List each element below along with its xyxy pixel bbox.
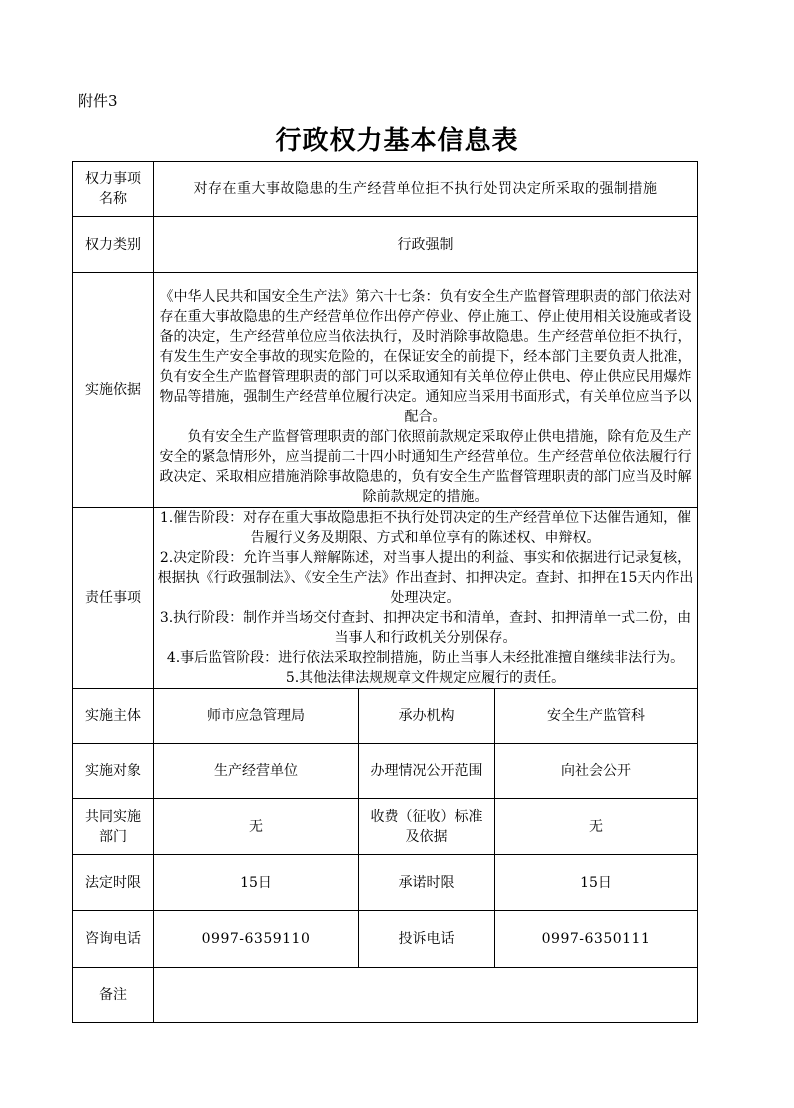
label-power-name <box>73 162 154 217</box>
value-complaint-phone: 0997-6350111 <box>495 911 698 968</box>
label-target: 实施对象 <box>73 744 154 799</box>
basis-paragraph-1: 《中华人民共和国安全生产法》第六十七条：负有安全生产监督管理职责的部门依法对存在重大事故隐患的生产经营单位作出停产停业、停止施工、停止使用相关设施或者设备的决定，生产经营单位应当依法执行，及时消除事故隐患。生产经营单位拒不执行，有发生生产安全事故的现实危险的，在保证安全的前提下，经本部门主要负责人批准，负有安全生产监督管理职责的部门可以采取通知有关单位停止供电、停止供应民用爆炸物品等措施，强制生产经营单位履行决定。通知应当采用书面形式，有关单位应当予以配合。 <box>159 289 692 425</box>
label-fee-line2: 及依据 <box>405 828 448 845</box>
label-duties: 责任事项 <box>73 508 154 689</box>
value-fee: 无 <box>495 799 698 855</box>
label-power-name-line1: 权力事项 <box>85 171 141 187</box>
value-promised-time: 15日 <box>495 855 698 911</box>
value-target: 生产经营单位 <box>154 744 359 799</box>
row-power-category <box>73 217 698 273</box>
row-basis <box>73 273 698 508</box>
duty-item-4: 4.事后监管阶段：进行依法采取控制措施，防止当事人未经批准擅自继续非法行为。 <box>166 650 685 666</box>
row-time-limit <box>73 855 698 911</box>
row-contact <box>73 911 698 968</box>
label-inquiry-phone: 咨询电话 <box>73 911 154 968</box>
value-subject: 师市应急管理局 <box>154 689 359 744</box>
value-legal-time: 15日 <box>154 855 359 911</box>
value-basis <box>154 273 698 508</box>
label-joint-line1: 共同实施 <box>85 808 141 825</box>
value-disclosure: 向社会公开 <box>495 744 698 799</box>
value-duties <box>154 508 698 689</box>
duty-item-1: 1.催告阶段：对存在重大事故隐患拒不执行处罚决定的生产经营单位下达催告通知，催告履行义务及期限、方式和单位享有的陈述权、申辩权。 <box>159 510 692 546</box>
label-remarks: 备注 <box>73 968 154 1023</box>
label-subject: 实施主体 <box>73 689 154 744</box>
row-remarks <box>73 968 698 1023</box>
label-disclosure: 办理情况公开范围 <box>359 744 495 799</box>
info-table <box>72 161 698 1023</box>
row-joint <box>73 799 698 855</box>
label-joint-line2: 部门 <box>99 828 127 845</box>
label-promised-time: 承诺时限 <box>359 855 495 911</box>
label-legal-time: 法定时限 <box>73 855 154 911</box>
label-agency: 承办机构 <box>359 689 495 744</box>
label-complaint-phone: 投诉电话 <box>359 911 495 968</box>
label-fee <box>359 799 495 855</box>
value-power-name: 对存在重大事故隐患的生产经营单位拒不执行处罚决定所采取的强制措施 <box>154 162 698 217</box>
value-joint: 无 <box>154 799 359 855</box>
value-remarks <box>154 968 698 1023</box>
row-subject <box>73 689 698 744</box>
value-agency: 安全生产监管科 <box>495 689 698 744</box>
row-power-name <box>73 162 698 217</box>
label-fee-line1: 收费（征收）标准 <box>370 808 483 825</box>
row-target <box>73 744 698 799</box>
row-duties <box>73 508 698 689</box>
attachment-label: 附件3 <box>78 92 118 110</box>
value-power-category: 行政强制 <box>154 217 698 273</box>
duty-item-2: 2.决定阶段：允许当事人辩解陈述，对当事人提出的利益、事实和依据进行记录复核，根据执《行政强制法》、《安全生产法》作出查封、扣押决定。查封、扣押在15天内作出处理决定。 <box>157 550 694 606</box>
value-inquiry-phone: 0997-6359110 <box>154 911 359 968</box>
page-title: 行政权力基本信息表 <box>275 126 519 156</box>
label-power-name-line2: 名称 <box>99 191 127 207</box>
label-joint <box>73 799 154 855</box>
duty-item-5: 5.其他法律法规规章文件规定应履行的责任。 <box>285 670 566 686</box>
duty-item-3: 3.执行阶段：制作并当场交付查封、扣押决定书和清单，查封、扣押清单一式二份，由当事人和行政机关分别保存。 <box>159 610 692 646</box>
basis-paragraph-2: 负有安全生产监督管理职责的部门依照前款规定采取停止供电措施，除有危及生产安全的紧急情形外，应当提前二十四小时通知生产经营单位。生产经营单位依法履行行政决定、采取相应措施消除事故隐患的，负有安全生产监督管理职责的部门应当及时解除前款规定的措施。 <box>159 429 692 505</box>
label-power-category: 权力类别 <box>73 217 154 273</box>
label-basis: 实施依据 <box>73 273 154 508</box>
